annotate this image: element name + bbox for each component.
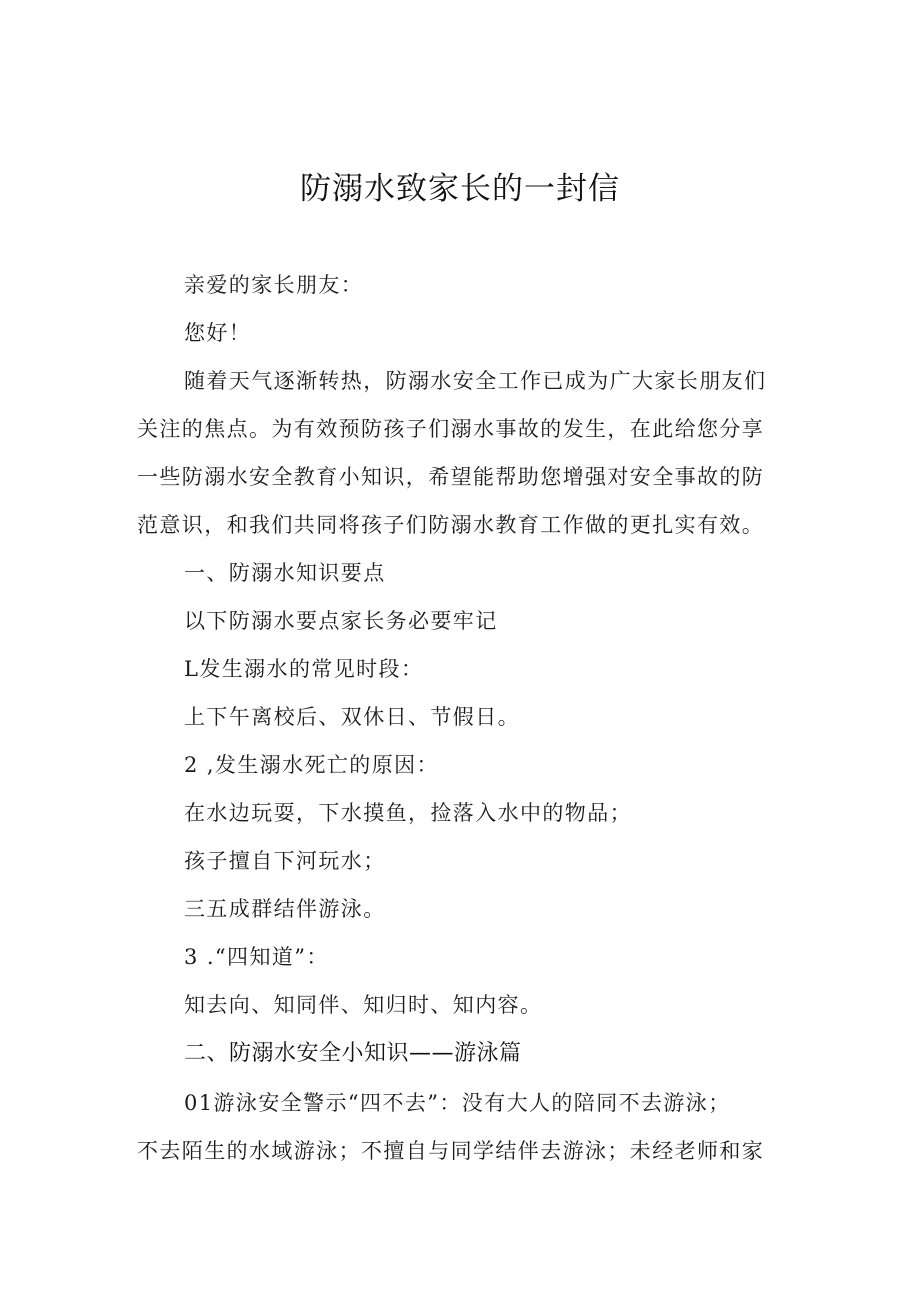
point-2-item: 三五成群结伴游泳。	[184, 897, 386, 921]
point-2-item: 孩子擅自下河玩水；	[184, 849, 386, 873]
point-1-heading: L发生溺水的常见时段：	[184, 657, 424, 681]
swimming-warning-line: 01游泳安全警示“四不去”：没有大人的陪同不去游泳；	[184, 1091, 731, 1115]
intro-paragraph-line: 随着天气逐渐转热，防溺水安全工作已成为广大家长朋友们	[184, 369, 767, 393]
letter-title: 防溺水致家长的一封信	[300, 171, 620, 207]
point-2-item: 在水边玩耍，下水摸鱼，捡落入水中的物品；	[184, 801, 632, 825]
greeting: 您好！	[184, 321, 252, 345]
salutation: 亲爱的家长朋友：	[184, 273, 364, 297]
point-1-content: 上下午离校后、双休日、节假日。	[184, 705, 520, 729]
section-1-subtitle: 以下防溺水要点家长务必要牢记	[184, 609, 498, 633]
intro-paragraph-line: 关注的焦点。为有效预防孩子们溺水事故的发生，在此给您分享	[137, 417, 765, 441]
point-3-heading: 3 .“四知道”：	[184, 945, 329, 969]
section-heading-1: 一、防溺水知识要点	[184, 561, 386, 585]
swimming-warning-line: 不去陌生的水域游泳；不擅自与同学结伴去游泳；未经老师和家	[137, 1139, 765, 1163]
point-3-content: 知去向、知同伴、知归时、知内容。	[184, 993, 543, 1017]
intro-paragraph-line: 一些防溺水安全教育小知识，希望能帮助您增强对安全事故的防	[137, 465, 765, 489]
intro-paragraph-line: 范意识，和我们共同将孩子们防溺水教育工作做的更扎实有效。	[137, 513, 765, 537]
point-2-heading: 2 ,发生溺水死亡的原因：	[184, 753, 439, 777]
section-heading-2: 二、防溺水安全小知识——游泳篇	[184, 1041, 522, 1066]
